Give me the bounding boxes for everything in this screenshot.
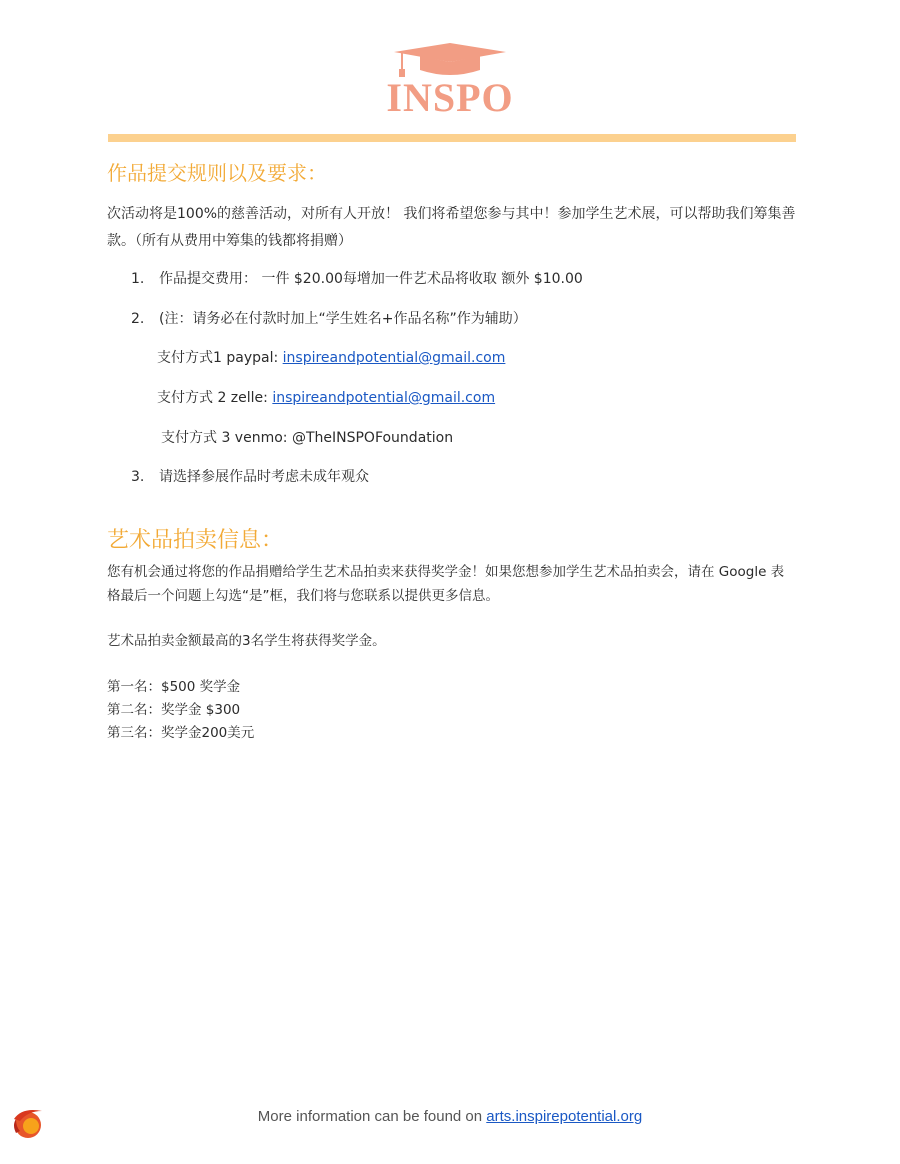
list-item-number: 2.	[131, 311, 145, 327]
submission-intro: 次活动将是100%的慈善活动，对所有人开放！ 我们将希望您参与其中！参加学生艺术展，可以帮助我们筹集善款。（所有从费用中筹集的钱都将捐赠）	[107, 206, 796, 249]
auction-intro: 您有机会通过将您的作品捐赠给学生艺术品拍卖来获得奖学金！如果您想参加学生艺术品拍卖会，请在 Google 表格最后一个问题上勾选“是”框，我们将与您联系以提供更多信息。	[107, 564, 785, 604]
footer-info	[0, 1107, 900, 1127]
audience-note-item: 请选择参展作品时考虑未成年观众	[159, 469, 369, 485]
footer-website-link[interactable]: arts.inspirepotential.org	[486, 1108, 643, 1125]
venmo-handle: @TheINSPOFoundation	[291, 430, 454, 446]
footer-text: More information can be found on	[257, 1108, 487, 1125]
inspo-logo	[378, 40, 522, 120]
payment-method-zelle	[157, 388, 495, 408]
paypal-email-link[interactable]: inspireandpotential@gmail.com	[282, 350, 506, 366]
payment-label: 支付方式1 paypal:	[157, 350, 283, 366]
list-item-number: 1.	[131, 271, 145, 287]
prize-first: 第一名：$500 奖学金	[107, 679, 241, 695]
submission-fee-item: 作品提交费用： 一件 $20.00每增加一件艺术品将收取 额外 $10.00	[159, 271, 583, 287]
list-item-number: 3.	[131, 469, 145, 485]
payment-label: 支付方式 3 venmo:	[161, 430, 292, 446]
prize-second: 第二名：奖学金 $300	[107, 702, 241, 718]
logo-wordmark: INSPO	[386, 75, 514, 120]
auction-info-heading: 艺术品拍卖信息：	[107, 528, 284, 553]
submission-rules-heading: 作品提交规则以及要求：	[107, 161, 327, 185]
top3-scholarship-note: 艺术品拍卖金额最高的3名学生将获得奖学金。	[107, 633, 386, 649]
prize-third: 第三名：奖学金200美元	[107, 725, 255, 741]
payment-note-item: (注：请务必在付款时加上“学生姓名+作品名称”作为辅助）	[159, 311, 527, 327]
payment-method-venmo	[161, 428, 453, 448]
payment-label: 支付方式 2 zelle:	[157, 390, 273, 406]
zelle-email-link[interactable]: inspireandpotential@gmail.com	[272, 390, 496, 406]
payment-method-paypal	[157, 348, 505, 368]
header-divider	[108, 134, 796, 142]
